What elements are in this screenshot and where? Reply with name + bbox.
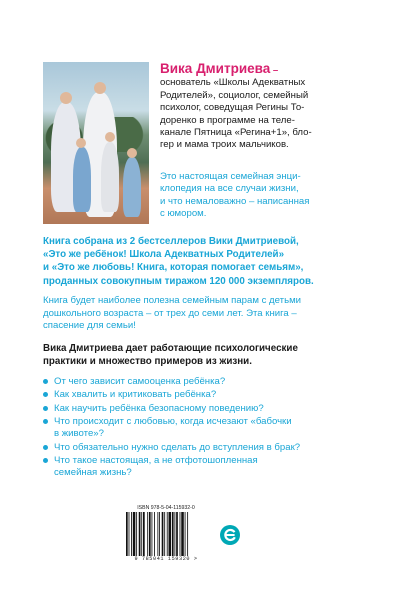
question-text: Что происходит с любовью, когда исчезают «бабочки в животе»? (54, 416, 292, 440)
author-photo (43, 62, 149, 224)
bullet-icon (43, 379, 48, 384)
author-bio-block (160, 61, 360, 152)
question-text: Что обязательно нужно сделать до вступления в брак? (54, 441, 301, 453)
bullet-icon (43, 445, 48, 450)
author-name: Вика Дмитриева (160, 61, 271, 76)
question-text: Как хвалить и критиковать ребёнка? (54, 389, 217, 401)
author-bio: основатель «Школы Адекватных Родителей», социолог, семейный психолог, соведущая Регины То- доренко в программе на теле- канале Пятница «Регина+1», бло- гер и мама троих мальчиков. (160, 77, 312, 151)
list-item (43, 416, 373, 440)
question-text: Как научить ребёнка безопасному поведению? (54, 402, 264, 414)
bullet-icon (43, 392, 48, 397)
tagline: Это настоящая семейная энци- клопедия на все случаи жизни, и что немаловажно – написанная с юмором. (160, 171, 310, 220)
question-text: От чего зависит самооценка ребёнка? (54, 376, 226, 387)
promo-text: Книга собрана из 2 бестселлеров Вики Дмитриевой, «Это же ребёнок! Школа Адекватных Родителей» и «Это же любовь! Книга, которая помогает семьям», проданных совокупным тиражом 120 000 экземпляров. (43, 236, 314, 287)
question-text: Что такое настоящая, а не отфотошопленная семейная жизнь? (54, 455, 258, 479)
bullet-icon (43, 406, 48, 411)
list-item (43, 442, 373, 454)
audience-text: Книга будет наиболее полезна семейным парам с детьми дошкольного возраста – от трех до семи лет. Эта книга – спасение для семьи! (43, 295, 302, 332)
bullet-icon (43, 419, 48, 424)
practice-text: Вика Дмитриева дает работающие психологические практики и множество примеров из жизни. (43, 343, 298, 367)
barcode (120, 503, 212, 567)
list-item (43, 376, 373, 388)
bullet-icon (43, 458, 48, 463)
list-item (43, 455, 373, 479)
author-dash: – (270, 65, 279, 76)
barcode-bars (124, 512, 208, 556)
eksmo-logo-icon (219, 524, 241, 546)
question-list (43, 376, 373, 481)
isbn-label: ISBN 978-5-04-115932-0 (137, 505, 195, 511)
list-item (43, 403, 373, 415)
barcode-digits: 9 785041 159320 > (134, 556, 198, 562)
list-item (43, 389, 373, 401)
